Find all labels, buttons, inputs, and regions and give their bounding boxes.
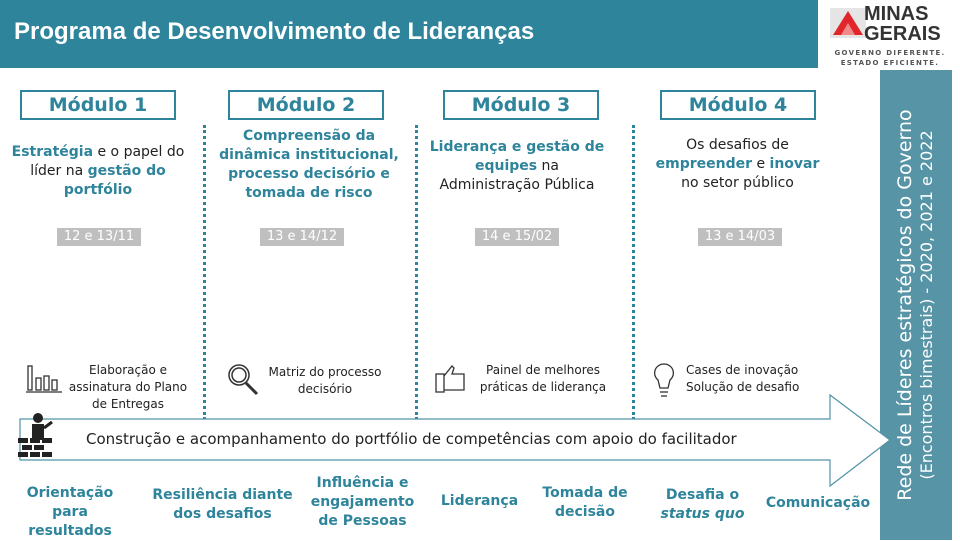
module-4-date: 13 e 14/03 [698,228,782,246]
logo-tagline-1: GOVERNO DIFERENTE. [834,49,946,57]
module-4-title: Módulo 4 [660,90,816,120]
competency-comunicacao: Comunicação [765,495,871,511]
competency-orientacao: Orientação para resultados [26,485,114,539]
module-2-title: Módulo 2 [228,90,384,120]
module-2-activity: Matriz do processo decisório [268,365,382,396]
competency-lideranca: Liderança [440,493,519,509]
header-bar [0,0,818,68]
competency-desafia: Desafia o status quo [660,487,745,522]
module-1-date: 12 e 13/11 [57,228,141,246]
module-1-description: Estratégia e o papel do líder na gestão do portfólio [11,144,185,198]
module-3-activity: Painel de melhores práticas de liderança [479,363,607,394]
separator [203,125,206,420]
side-line-2: (Encontros bimestrais) - 2020, 2021 e 2022 [917,130,936,480]
module-2-date: 13 e 14/12 [260,228,344,246]
side-line-1: Rede de Líderes estratégicos do Governo [894,109,916,501]
logo-mark-icon [830,8,866,38]
logo-name-2: GERAIS [864,23,941,45]
module-3-title: Módulo 3 [443,90,599,120]
module-3-date: 14 e 15/02 [475,228,559,246]
module-1-title: Módulo 1 [20,90,176,120]
competency-resiliencia: Resiliência diante dos desafios [152,487,293,522]
logo-tagline-2: ESTADO EFICIENTE. [840,59,940,67]
module-4-activity: Cases de inovação Solução de desafio [686,363,800,394]
competency-influencia: Influência e engajamento de Pessoas [310,475,415,529]
separator [415,125,418,420]
module-1-activity: Elaboração e assinatura do Plano de Entregas [68,363,188,411]
competency-tomada-decisao: Tomada de decisão [542,485,628,520]
arrow-text: Construção e acompanhamento do portfólio de competências com apoio do facilitador [86,430,737,448]
logo-name-1: MINAS [864,3,929,25]
minas-gerais-logo [822,4,956,66]
page-title: Programa de Desenvolvimento de Lideranças [14,18,535,45]
separator [632,125,635,420]
module-4-description: Os desafios de empreender e inovar no setor público [655,137,820,191]
module-3-description: Liderança e gestão de equipes na Administração Pública [429,139,605,193]
module-2-description: Compreensão da dinâmica institucional, processo decisório e tomada de risco [219,128,399,201]
builder-brick-wall-icon [14,412,56,468]
